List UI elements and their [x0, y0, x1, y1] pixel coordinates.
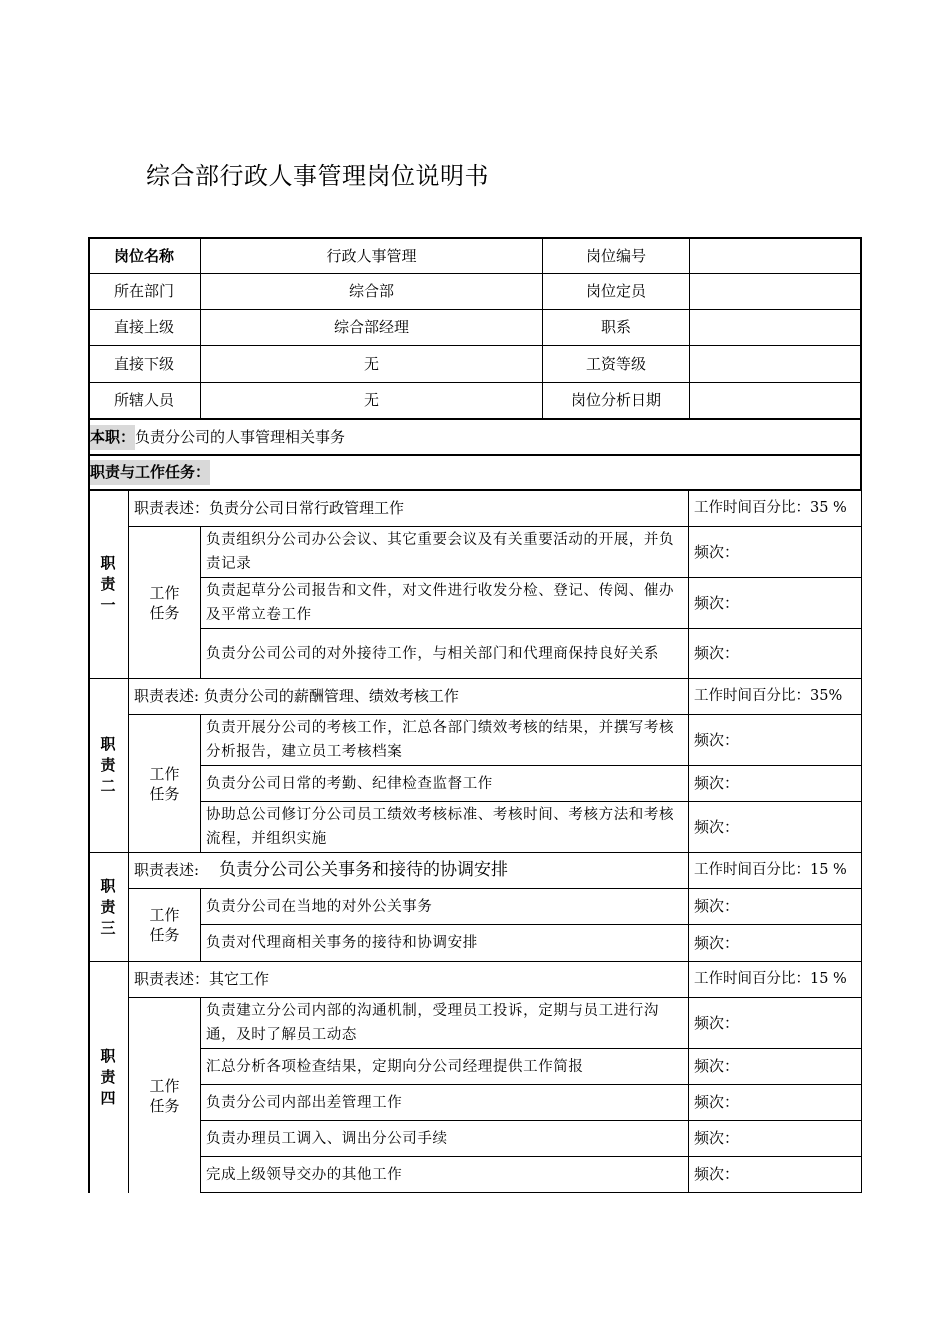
duty-label: 职 责 二: [100, 735, 116, 795]
table-divider: [88, 309, 862, 310]
task-frequency: 频次：: [694, 1093, 740, 1111]
info-label: 岗位定员: [585, 282, 646, 300]
table-divider: [88, 852, 862, 853]
page-title: 综合部行政人事管理岗位说明书: [146, 162, 489, 190]
info-label: 所在部门: [113, 282, 174, 300]
info-value: 无: [363, 354, 379, 373]
table-divider: [200, 765, 862, 766]
info-label: 直接上级: [113, 318, 174, 336]
info-value: [690, 274, 860, 309]
task-label: 工作 任务: [149, 1076, 180, 1115]
table-divider: [542, 237, 543, 418]
table-divider: [200, 1192, 862, 1193]
table-divider: [88, 418, 862, 420]
duty-percent: 工作时间百分比：35%: [694, 688, 843, 704]
duty-percent: 工作时间百分比：35 %: [694, 500, 847, 516]
task-frequency: 频次：: [694, 1013, 740, 1032]
table-divider: [128, 888, 862, 889]
task-text: 负责分公司日常的考勤、纪律检查监督工作: [206, 775, 493, 792]
duty-label: 职 责 三: [100, 876, 116, 937]
task-frequency: 频次：: [694, 1165, 740, 1183]
table-divider: [200, 924, 862, 925]
duties-header-row: [90, 456, 860, 489]
info-value: [690, 239, 860, 273]
table-divider: [200, 1156, 862, 1157]
table-divider: [128, 526, 862, 527]
info-value: 综合部: [348, 282, 394, 300]
basic-duty-row: [90, 420, 860, 454]
info-label: 职系: [600, 318, 631, 336]
duty-label: 职 责 四: [100, 1047, 116, 1107]
duty-statement: 职责表述: 负责分公司的薪酬管理、绩效考核工作: [134, 687, 459, 705]
table-divider: [200, 1084, 862, 1085]
info-value: 综合部经理: [333, 318, 409, 336]
task-text: 协助总公司修订分公司员工绩效考核标准、考核时间、考核方法和考核流程，并组织实施: [206, 807, 675, 847]
table-divider: [128, 714, 862, 715]
task-text: 负责分公司在当地的对外公关事务: [206, 898, 433, 915]
table-divider: [688, 491, 689, 1193]
job-description-table: [88, 237, 862, 1193]
task-text: 负责开展分公司的考核工作，汇总各部门绩效考核的结果，并撰写考核分析报告，建立员工考核档案: [206, 720, 675, 760]
task-label: 工作 任务: [149, 906, 180, 944]
info-value: 行政人事管理: [326, 246, 417, 265]
table-divider: [88, 454, 862, 456]
task-frequency: 频次：: [694, 1129, 740, 1147]
duties-header: 职责与工作任务：: [90, 460, 210, 485]
table-divider: [200, 526, 201, 678]
table-divider: [200, 1120, 862, 1121]
table-divider: [200, 714, 201, 852]
task-text: 负责对代理商相关事务的接待和协调安排: [206, 935, 478, 951]
table-divider: [200, 801, 862, 802]
basic-duty-text: 负责分公司的人事管理相关事务: [135, 427, 346, 446]
table-divider: [128, 491, 129, 1193]
table-border: [88, 237, 862, 239]
task-text: 完成上级领导交办的其他工作: [206, 1166, 403, 1183]
task-text: 负责分公司内部出差管理工作: [206, 1094, 403, 1111]
table-divider: [861, 491, 862, 1193]
table-divider: [200, 577, 862, 578]
task-frequency: 频次：: [694, 933, 740, 952]
info-value: [690, 310, 860, 345]
duty-percent: 工作时间百分比：15 %: [694, 862, 847, 878]
task-frequency: 频次：: [694, 542, 740, 561]
task-text: 负责建立分公司内部的沟通机制，受理员工投诉，定期与员工进行沟通，及时了解员工动态: [206, 1003, 659, 1043]
task-text: 汇总分析各项检查结果，定期向分公司经理提供工作简报: [206, 1058, 584, 1075]
task-label: 工作 任务: [149, 764, 180, 803]
task-text: 负责组织分公司办公会议、其它重要会议及有关重要活动的开展，并负责记录: [206, 532, 675, 572]
task-text: 负责办理员工调入、调出分公司手续: [206, 1130, 448, 1147]
duty-label: 职 责 一: [100, 554, 116, 614]
task-frequency: 频次：: [694, 730, 740, 749]
duty-statement: 职责表述：其它工作: [134, 970, 270, 988]
info-label: 岗位名称: [113, 246, 174, 265]
duty-statement: 职责表述: 负责分公司公关事务和接待的协调安排: [134, 860, 509, 880]
table-divider: [128, 997, 862, 998]
duty-percent: 工作时间百分比：15 %: [694, 971, 847, 987]
basic-duty-label: 本职：: [90, 425, 135, 450]
info-value: [690, 346, 860, 382]
table-divider: [200, 1048, 862, 1049]
task-frequency: 频次：: [694, 774, 740, 792]
table-divider: [88, 489, 862, 491]
task-text: 负责起草分公司报告和文件，对文件进行收发分检、登记、传阅、催办及平常立卷工作: [206, 583, 675, 623]
task-frequency: 频次：: [694, 593, 740, 612]
info-value: [690, 383, 860, 418]
table-border: [860, 237, 862, 491]
table-divider: [200, 628, 862, 629]
table-divider: [88, 678, 862, 679]
table-divider: [88, 345, 862, 346]
info-label: 所辖人员: [113, 391, 174, 409]
table-divider: [200, 237, 201, 418]
table-border: [88, 237, 90, 1193]
table-divider: [200, 997, 201, 1193]
table-divider: [88, 961, 862, 962]
table-divider: [689, 237, 690, 418]
info-label: 岗位分析日期: [570, 391, 661, 409]
table-divider: [88, 382, 862, 383]
info-value: 无: [363, 391, 379, 409]
task-frequency: 频次：: [694, 897, 740, 915]
task-frequency: 频次：: [694, 817, 740, 836]
info-label: 直接下级: [113, 354, 174, 373]
task-label: 工作 任务: [149, 583, 180, 622]
task-text: 负责分公司公司的对外接待工作，与相关部门和代理商保持良好关系: [206, 645, 659, 662]
task-frequency: 频次：: [694, 644, 740, 662]
table-divider: [88, 273, 862, 274]
info-label: 岗位编号: [585, 246, 646, 265]
info-label: 工资等级: [585, 354, 646, 373]
duty-statement: 职责表述：负责分公司日常行政管理工作: [134, 499, 405, 517]
task-frequency: 频次：: [694, 1057, 740, 1075]
